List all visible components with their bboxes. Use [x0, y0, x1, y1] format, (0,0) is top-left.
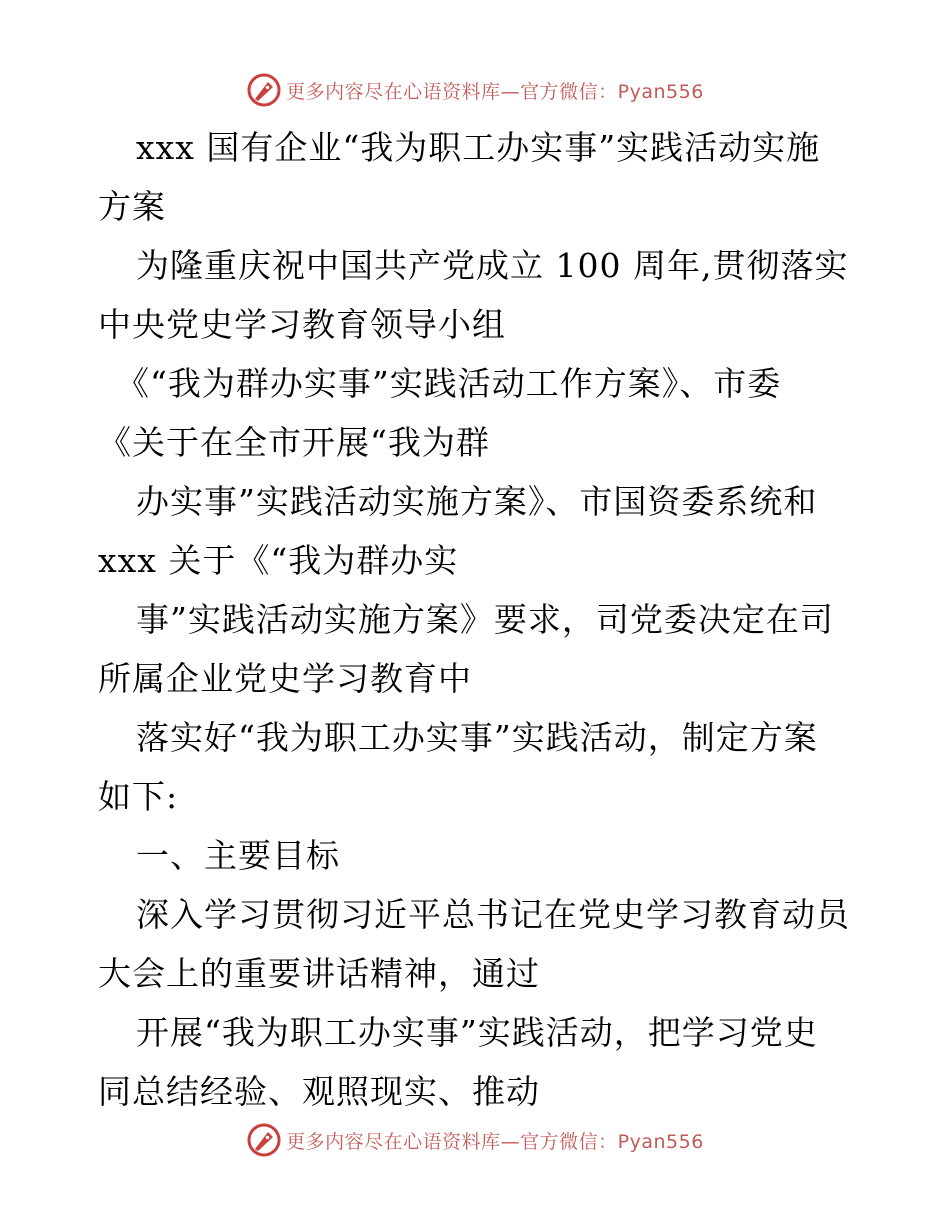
text-line: 同总结经验、观照现实、推动	[98, 1072, 540, 1111]
text-line: 所属企业党史学习教育中	[98, 659, 472, 698]
text-line: xxx 国有企业“我为职工办实事”实践活动实施	[136, 128, 821, 167]
text-line: 落实好“我为职工办实事”实践活动，制定方案	[136, 718, 818, 757]
text-line: 如下:	[98, 777, 179, 816]
pen-nib-circle-icon	[246, 72, 282, 108]
watermark-footer	[0, 1120, 950, 1160]
text-line: 大会上的重要讲话精神，通过	[98, 954, 540, 993]
text-line: 方案	[98, 187, 166, 226]
text-line: 一、主要目标	[136, 836, 340, 875]
text-line: 深入学习贯彻习近平总书记在党史学习教育动员	[136, 895, 850, 934]
text-line: xxx 关于《“我为群办实	[98, 541, 459, 580]
document-body	[98, 118, 858, 1121]
watermark-text: 更多内容尽在心语资料库—官方微信：Pyan556	[286, 80, 704, 103]
text-line: 《“我为群办实事”实践活动工作方案》、市委	[116, 364, 782, 403]
text-line: 《关于在全市开展“我为群	[98, 423, 490, 462]
text-line: 开展“我为职工办实事”实践活动，把学习党史	[136, 1013, 818, 1052]
text-line: 中央党史学习教育领导小组	[98, 305, 506, 344]
text-line: 办实事”实践活动实施方案》、市国资委系统和	[136, 482, 818, 521]
pen-nib-circle-icon	[246, 1122, 282, 1158]
watermark-header	[0, 70, 950, 110]
text-line: 为隆重庆祝中国共产党成立 100 周年,贯彻落实	[136, 246, 849, 285]
watermark-text: 更多内容尽在心语资料库—官方微信：Pyan556	[286, 1130, 704, 1153]
text-line: 事”实践活动实施方案》要求，司党委决定在司	[136, 600, 834, 639]
